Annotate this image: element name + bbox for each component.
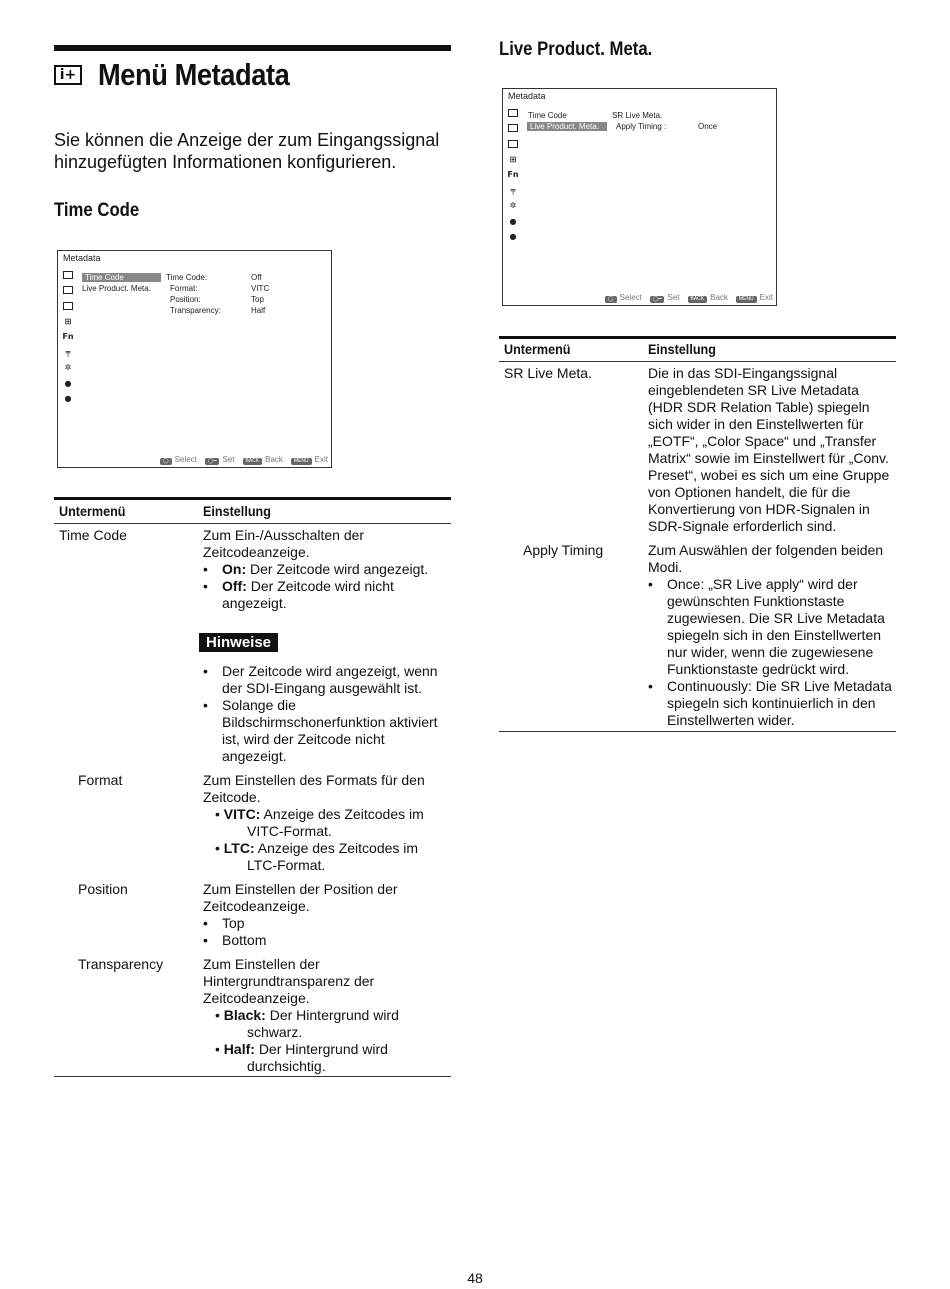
footer-set: ◯━ Set [205,455,235,465]
desc: Zum Ein-/Ausschalten der Zeitcodeanzeige. [203,527,365,560]
col-header-submenu: Untermenü [504,341,571,357]
page-title-block [54,55,315,95]
table-header-rule [499,361,896,362]
intro-text: Sie können die Anzeige der zum Eingangssignal hinzugefügten Informationen konfigurieren. [54,130,440,172]
dial-icon: ◯ [605,296,617,303]
table-bottom-rule [499,731,896,732]
section-heading-time-code: Time Code [54,200,140,221]
compass-icon: ● [509,216,517,226]
menu-icon-column [62,267,74,407]
gear-icon: ✲ [64,363,72,373]
screen-item-time-code[interactable]: Time Code [82,273,161,282]
level-icon: ╤ [510,185,516,195]
desc: Zum Einstellen der Hintergrundtransparenz der Zeitcodeanzeige. [203,956,375,1006]
metadata-screen-timecode [57,250,332,468]
footer-back: BACK Back [688,293,728,303]
row-apply-timing-name: Apply Timing [523,542,604,558]
setting-label: Apply Timing : [616,122,667,131]
footer-exit: MENU Exit [736,293,773,303]
list-item: • Black: Der Hintergrund wird schwarz. [215,1007,399,1040]
table-top-rule [54,497,451,500]
screen-header: Metadata [508,91,546,101]
screen-item-time-code[interactable]: Time Code [528,111,567,120]
page-title: Menü Metadata [98,57,290,92]
row-time-code-name: Time Code [59,527,127,543]
screen-item-live-meta[interactable]: Live Product. Meta. [82,284,151,293]
row-sr-live-name: SR Live Meta. [504,365,592,381]
footer-back: BACK Back [243,455,283,465]
setting-value: Half [251,306,266,315]
image-icon [507,105,519,121]
setting-value: Once [698,122,718,131]
row-position-setting [203,881,448,949]
screen-item-live-meta[interactable]: Live Product. Meta. [527,122,607,131]
desc: Zum Auswählen der folgenden beiden Modi. [648,542,884,575]
setting-label: Time Code: [166,273,208,282]
setting-label: Position: [170,295,201,304]
info-plus-icon: i+ [54,65,82,85]
row-position-name: Position [78,881,128,897]
fn-icon: Fn [62,332,74,342]
notes-list [203,663,448,765]
compass-icon: ● [64,378,72,388]
metadata-screen-live-meta [502,88,777,306]
row-transparency-setting [203,956,448,1075]
setting-value: Top [251,295,264,304]
grid-icon [62,298,74,314]
list-item: • LTC: Anzeige des Zeitcodes im LTC-Format. [215,840,419,873]
info-plus-icon: ⊞ [64,316,72,326]
col-header-submenu: Untermenü [59,503,126,519]
row-transparency-name: Transparency [78,956,164,972]
desc: Zum Einstellen des Formats für den Zeitcode. [203,772,425,805]
screen-header: Metadata [63,253,101,263]
picture-icon [62,283,74,299]
level-icon: ╤ [65,347,71,357]
setting-value: Off [251,273,262,282]
list-item: • Continuously: Die SR Live Metadata spiegeln sich kontinuierlich in den Einstellwerten wider. [648,678,893,729]
title-rule [54,45,451,51]
dial-icon: ◯ [160,458,172,465]
list-item: • Solange die Bildschirmschonerfunktion aktiviert ist, wird der Zeitcode nicht angezeigt. [203,697,448,765]
footer-set: ◯━ Set [650,293,680,303]
desc: Zum Einstellen der Position der Zeitcodeanzeige. [203,881,398,914]
grid-icon [507,136,519,152]
gear-icon: ✲ [509,201,517,211]
table-top-rule [499,336,896,339]
footer-select: ◯ Select [160,455,197,465]
setting-label: Transparency: [170,306,221,315]
col-header-setting: Einstellung [648,341,716,357]
setting-label: SR Live Meta. [612,111,663,120]
list-item: • Off: Der Zeitcode wird nicht angezeigt. [203,578,448,612]
info-plus-icon: ⊞ [509,154,517,164]
screen-footer [160,455,328,465]
setting-value: VITC [251,284,270,293]
set-key-icon: ◯━ [650,296,665,303]
table-bottom-rule [54,1076,451,1077]
list-item: • Top [203,915,448,932]
section-heading-live-meta: Live Product. Meta. [499,39,653,60]
screen-footer [605,293,773,303]
info-icon: ● [64,394,72,404]
set-key-icon: ◯━ [205,458,220,465]
row-time-code-setting [203,527,448,612]
list-item: • Bottom [203,932,448,949]
hinweise-badge: Hinweise [199,633,278,652]
list-item: • Once: „SR Live apply“ wird der gewünschten Funktionstaste zugewiesen. Die SR Live Metadata spiegeln sich in den Einstellwerten nur wider, wenn die zugewiesene Funktionstaste gedrückt wird. [648,576,893,678]
setting-label: Format: [170,284,198,293]
footer-select: ◯ Select [605,293,642,303]
row-format-name: Format [78,772,123,788]
info-icon: ● [509,232,517,242]
fn-icon: Fn [507,170,519,180]
menu-icon-column [507,105,519,245]
row-format-setting [203,772,448,874]
image-icon [62,267,74,283]
col-header-setting: Einstellung [203,503,271,519]
row-sr-live-setting: Die in das SDI-Eingangssignal eingeblendeten SR Live Metadata (HDR SDR Relation Table) spiegeln sich wider in den Einstellwerten für „EOTF“, „Color Space“ und „Transfer Matrix“ sowie im Einstellwert für „Conv. Preset“, wobei es sich um eine Gruppe von Optionen handelt, die für die Konvertierung von HDR-Signalen in SDR-Signale erforderlich sind. [648,365,890,534]
picture-icon [507,121,519,137]
list-item: • Der Zeitcode wird angezeigt, wenn der SDI-Eingang ausgewählt ist. [203,663,448,697]
footer-exit: MENU Exit [291,455,328,465]
row-apply-timing-setting [648,542,893,729]
list-item: • Half: Der Hintergrund wird durchsichtig. [215,1041,388,1074]
page-number: 48 [467,1270,483,1286]
list-item: • On: Der Zeitcode wird angezeigt. [203,561,448,578]
list-item: • VITC: Anzeige des Zeitcodes im VITC-Format. [215,806,424,839]
table-header-rule [54,523,451,524]
